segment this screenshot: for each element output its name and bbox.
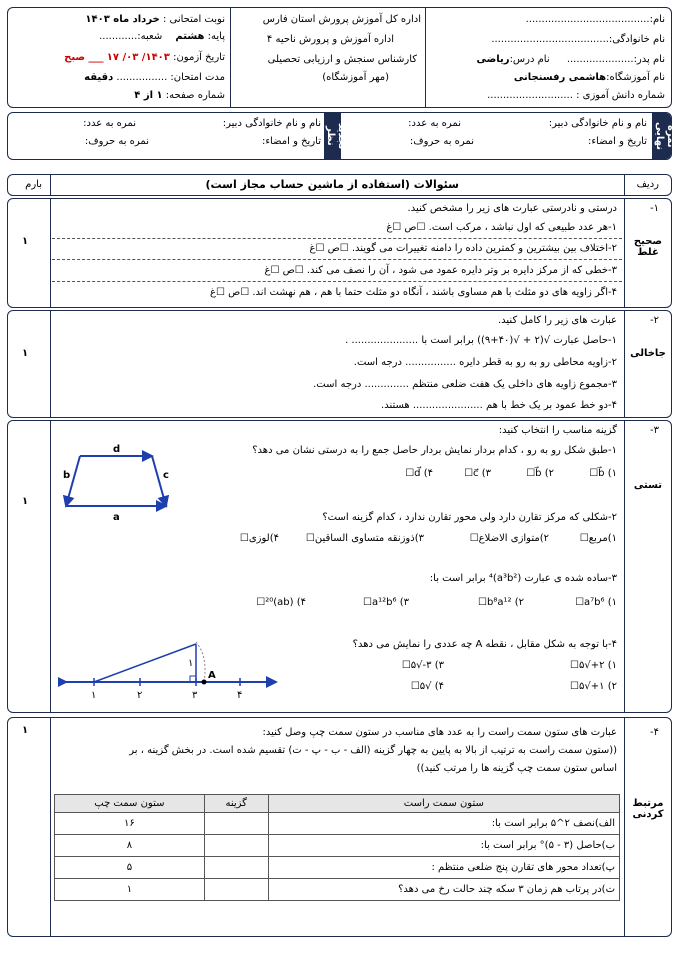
student-number: شماره دانش آموزی : ........................... [487,90,665,101]
q4-num: ۴- [650,727,659,738]
review-teacher: نام و نام خانوادگی دبیر: [222,118,321,129]
exam-turn: نوبت امتحانی : خرداد ماه ۱۴۰۳ [85,14,225,25]
q3-q2-opt2[interactable]: ۲)متوازی الاضلاع☐ [469,533,549,544]
q4-note-1: ((ستون سمت راست به ترتیب از بالا به پایین به چهار گزینه (الف - ب - پ - ت) تقسیم شده است. در بخش گزینه ، بر [129,745,617,756]
q3-q2-opt1[interactable]: ۱)مربع☐ [579,533,617,544]
q3-q1-opt2[interactable]: ۲) b⃗☐ [526,468,554,479]
q1-item-1: ۱-هر عدد طبیعی که اول نباشد ، مرکب است. ☐ص ☐غ [386,222,617,233]
q1-num: ۱- [650,203,659,214]
label-c: c [163,470,169,481]
final-grade-words: نمره به حروف: [409,136,474,147]
q3-q4-opt3[interactable]: ۳) ۳-√۵☐ [401,660,444,671]
vector-c [152,456,166,506]
review-sign: تاریخ و امضاء: [261,136,321,147]
q4-note-2: اساس ستون سمت چپ گزینه ها را مرتب کنید)) [416,763,617,774]
label-n1: ۱ [91,690,97,700]
q3-q4: ۴-با توجه به شکل مقابل ، نقطه A چه عددی را نمایش می دهد؟ [352,639,617,650]
father-name: نام پدر:..................... نام درس:ریاضی [476,54,665,65]
label-n4: ۴ [237,690,243,700]
point-a [202,680,207,685]
student-name: نام:....................................... [525,14,665,25]
review-grade-words: نمره به حروف: [84,136,149,147]
review-label: تجدید نظر [325,122,347,150]
row-option-input[interactable] [204,813,268,835]
q3-q1-opt3[interactable]: ۳) c⃗☐ [464,468,491,479]
triangle-hyp [94,644,196,682]
label-a: a [113,512,120,523]
matching-header [55,795,620,813]
table-row [55,813,620,835]
label-n3: ۳ [192,690,198,700]
col-option-header: گزینه [204,795,268,813]
q3-q3-opt4[interactable]: ۴) (ab)²⁰☐ [256,597,306,608]
label-one-up: ۱ [188,658,194,669]
row-right: پ)تعداد محور های تقارن پنج ضلعی منتظم : [268,857,619,879]
q3-q3-opt2[interactable]: ۲) b⁸a¹²☐ [478,597,524,608]
q2-item-2: ۲-زاویه محاطی رو به رو به قطر دایره ................ درجه است. [353,357,617,368]
q3-q3-opt3[interactable]: ۳) a¹²b⁶☐ [363,597,409,608]
q3-num: ۳- [650,425,659,436]
q3-q2-opt3[interactable]: ۳)ذوزنقه متساوی الساقین☐ [305,533,424,544]
org-line-1: اداره کل آموزش پرورش استان فارس [262,14,421,25]
row-left: ۱۶ [55,813,205,835]
row-option-input[interactable] [204,835,268,857]
table-row [55,879,620,901]
final-grade-number: نمره به عدد: [408,118,461,129]
table-row [55,835,620,857]
vector-trapezoid-figure [58,436,188,526]
q1-prompt: درستی و نادرستی عبارت های زیر را مشخص کنید. [407,203,617,214]
q2-item-4: ۴-دو خط عمود بر یک خط با هم ...................... هستند. [381,400,617,411]
q3-score: ۱ [22,496,29,507]
student-family: نام خانوادگی:..................................... [491,34,665,45]
school-name: نام آموزشگاه:هاشمی رفسنجانی [513,72,665,83]
exam-date: تاریخ آزمون: ۱۴۰۳/ ۰۳/ ۱۷ ___ صبح [64,52,225,63]
final-grade-label: نمره نهایی [654,122,676,150]
number-line-figure [58,636,278,700]
q3-type: تستی [633,480,663,491]
q2-num: ۲- [650,315,659,326]
q3-q1-opt4[interactable]: ۴) d⃗☐ [405,468,433,479]
label-b: b [63,470,71,481]
q1-item-3: ۳-خطی که از مرکز دایره بر وتر دایره عمود می شود ، آن را نصف می کند. ☐ص ☐غ [264,265,617,276]
row-right: الف)نصف ۲^۵ برابر است با: [268,813,619,835]
label-point-a: A [208,670,216,681]
q3-prompt: گزینه مناسب را انتخاب کنید: [498,425,617,436]
q3-q3: ۳-ساده شده ی عبارت (a³b²)⁴ برابر است با: [429,573,617,584]
label-n2: ۲ [137,690,143,700]
row-right: ت)در پرتاب هم زمان ۳ سکه چند حالت رخ می دهد؟ [268,879,619,901]
q3-q1-opt1[interactable]: ۱) b⃗☐ [589,468,617,479]
grade-class: پایه: هشتم شعبه:............ [99,31,225,42]
col-score-label: بارم [25,179,42,190]
q1-item-4: ۴-اگر زاویه های دو مثلث با هم مساوی باشند ، آنگاه دو مثلث حتما با هم ، هم نهشت اند. ☐ص ☐غ [210,287,617,298]
page-number: شماره صفحه: ۱ از ۴ [134,90,225,101]
school-seal: (مهر آموزشگاه) [322,72,389,83]
q2-item-1: ۱-حاصل عبارت √(۲ + √(۴۰+۹)) برابر است با ..................... . [345,335,617,346]
q3-q1: ۱-طبق شکل رو به رو ، کدام بردار نمایش بردار حاصل جمع را به درستی نشان می دهد؟ [252,445,617,456]
q1-item-2: ۲-اختلاف بین بیشترین و کمترین داده را دامنه تغییرات می گویند. ☐ص ☐غ [309,243,617,254]
final-sign: تاریخ و امضاء: [587,136,647,147]
col-left-header: ستون سمت چپ [55,795,205,813]
q1-score: ۱ [22,236,29,247]
q3-q3-opt1[interactable]: ۱) a⁷b⁶☐ [575,597,617,608]
row-right: ب)حاصل (۳ - ۵)° برابر است با: [268,835,619,857]
row-option-input[interactable] [204,879,268,901]
table-title: سئوالات (استفاده از ماشین حساب مجاز است) [205,178,459,191]
q1-type: صحیح غلط [633,236,663,258]
table-row [55,857,620,879]
q4-type: مرتبط کردنی [632,798,664,820]
final-teacher: نام و نام خانوادگی دبیر: [548,118,647,129]
q4-score: ۱ [22,725,29,736]
q2-score: ۱ [22,348,29,359]
label-d: d [113,444,121,455]
org-line-2: اداره آموزش و پرورش ناحیه ۴ [266,34,394,45]
matching-table [54,794,620,901]
q3-q4-opt4[interactable]: ۴) √۵☐ [410,681,444,692]
row-left: ۸ [55,835,205,857]
row-left: ۱ [55,879,205,901]
col-right-header: ستون سمت راست [268,795,619,813]
vector-b [66,456,80,506]
q3-q2-opt4[interactable]: ۴)لوزی☐ [239,533,279,544]
q2-item-3: ۳-مجموع زاویه های داخلی یک هفت ضلعی منتظم .............. درجه است. [313,379,617,390]
q3-q4-opt1[interactable]: ۱) ۲+√۵☐ [570,660,617,671]
review-grade-number: نمره به عدد: [83,118,136,129]
q2-prompt: عبارت های زیر را کامل کنید. [497,315,617,326]
q3-q2: ۲-شکلی که مرکز تقارن دارد ولی محور تقارن ندارد ، کدام گزینه است؟ [322,512,617,523]
col-row-label: ردیف [636,179,659,190]
q3-q4-opt2[interactable]: ۲) ۱+√۵☐ [570,681,617,692]
row-option-input[interactable] [204,857,268,879]
row-left: ۵ [55,857,205,879]
q4-prompt: عبارت های ستون سمت راست را به عدد های مناسب در ستون سمت چپ وصل کنید: [262,727,617,738]
arc [196,642,205,682]
exam-duration: مدت امتحان: ................ دقیقه [84,72,225,83]
org-line-3: کارشناس سنجش و ارزیابی تحصیلی [267,54,417,65]
q2-type: جاخالی [630,348,666,359]
